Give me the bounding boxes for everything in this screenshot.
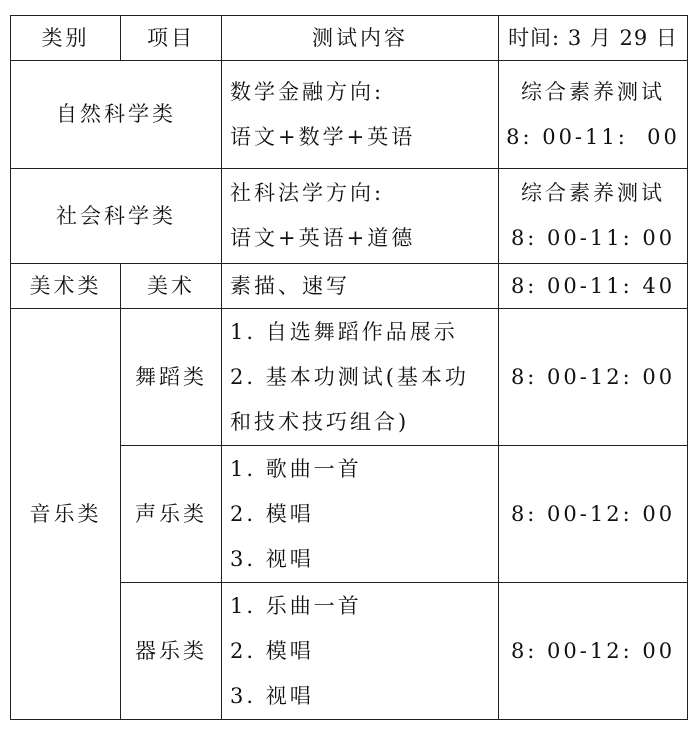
vocal-content: [222, 446, 499, 583]
natural-science-time: [499, 61, 688, 169]
music-category: 音乐类: [11, 309, 121, 720]
natural-science-time-line: 8: 00-11: 00: [506, 124, 680, 149]
dance-item: 舞蹈类: [121, 309, 222, 446]
row-social-science: [11, 169, 688, 264]
art-time: 8: 00-11: 40: [499, 264, 688, 309]
header-category: 类别: [11, 16, 121, 61]
row-music-dance: [11, 309, 688, 446]
instrumental-time: 8: 00-12: 00: [499, 583, 688, 720]
social-science-content: [222, 169, 499, 264]
natural-science-content-line: 数学金融方向:: [230, 79, 385, 104]
social-science-time-line: 综合素养测试: [521, 181, 665, 205]
vocal-time: 8: 00-12: 00: [499, 446, 688, 583]
instrumental-item: 器乐类: [121, 583, 222, 720]
header-time: 时间: 3 月 29 日: [499, 16, 688, 61]
header-row: [11, 16, 688, 61]
row-art: [11, 264, 688, 309]
dance-content-line: 和技术技巧组合): [230, 409, 410, 434]
natural-science-content: [222, 61, 499, 169]
dance-content-line: 1. 自选舞蹈作品展示: [230, 319, 458, 344]
art-content: 素描、速写: [222, 264, 499, 309]
exam-schedule-table: [10, 15, 688, 720]
dance-content: [222, 309, 499, 446]
social-science-content-line: 社科法学方向:: [230, 181, 385, 205]
art-item: 美术: [121, 264, 222, 309]
vocal-content-line: 2. 模唱: [230, 501, 314, 526]
instrumental-content-line: 2. 模唱: [230, 638, 314, 663]
vocal-content-line: 3. 视唱: [230, 546, 314, 571]
vocal-content-line: 1. 歌曲一首: [230, 456, 362, 481]
social-science-content-line: 语文+英语+道德: [230, 226, 416, 250]
instrumental-content: [222, 583, 499, 720]
art-category: 美术类: [11, 264, 121, 309]
header-item: 项目: [121, 16, 222, 61]
header-content: 测试内容: [222, 16, 499, 61]
vocal-item: 声乐类: [121, 446, 222, 583]
instrumental-content-line: 3. 视唱: [230, 683, 314, 708]
instrumental-content-line: 1. 乐曲一首: [230, 593, 362, 618]
natural-science-content-line: 语文+数学+英语: [230, 124, 416, 149]
social-science-time-line: 8: 00-11: 00: [510, 226, 676, 250]
social-science-category: 社会科学类: [11, 169, 222, 264]
natural-science-category: 自然科学类: [11, 61, 222, 169]
natural-science-time-line: 综合素养测试: [521, 79, 665, 104]
dance-content-line: 2. 基本功测试(基本功: [230, 364, 469, 389]
social-science-time: [499, 169, 688, 264]
dance-time: 8: 00-12: 00: [499, 309, 688, 446]
row-natural-science: [11, 61, 688, 169]
